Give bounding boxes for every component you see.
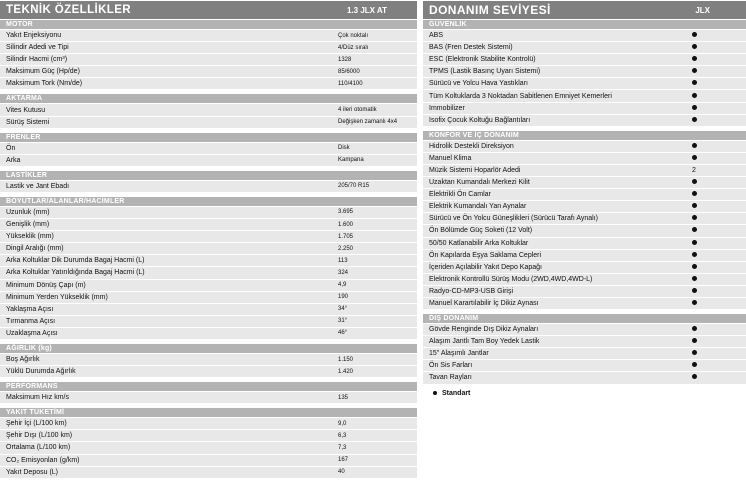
standard-bullet-icon xyxy=(687,338,701,345)
section-title: AĞIRLIK (kg) xyxy=(0,344,417,353)
section-title: LASTİKLER xyxy=(0,171,417,180)
spec-section xyxy=(0,197,417,339)
technical-specs-sections xyxy=(0,20,417,478)
standard-bullet-icon xyxy=(687,252,701,259)
bullet-dot xyxy=(692,80,697,85)
bullet-dot xyxy=(692,203,697,208)
spec-row xyxy=(423,371,746,383)
section-title: AKTARMA xyxy=(0,94,417,103)
spec-row xyxy=(423,359,746,371)
spec-row xyxy=(423,164,746,176)
bullet-dot xyxy=(692,93,697,98)
spec-value: 34° xyxy=(338,306,348,313)
spec-row xyxy=(0,266,417,278)
standard-bullet-icon xyxy=(687,374,701,381)
standard-bullet-icon xyxy=(687,80,701,87)
spec-value: 3.695 xyxy=(338,209,354,216)
spec-value: 1.600 xyxy=(338,221,354,228)
spec-label: Hidrolik Destekli Direksiyon xyxy=(429,142,514,150)
standard-bullet-icon xyxy=(687,227,701,234)
bullet-dot xyxy=(692,338,697,343)
spec-row xyxy=(0,291,417,303)
section-title: KONFOR VE İÇ DONANIM xyxy=(423,131,746,140)
spec-value: 324 xyxy=(338,269,349,276)
spec-label: Genişlik (mm) xyxy=(6,221,50,229)
technical-specs-variant: 1.3 JLX AT xyxy=(346,5,387,15)
spec-label: Maksimum Güç (Hp/de) xyxy=(6,68,80,76)
spec-label: Immobilizer xyxy=(429,104,465,112)
spec-row xyxy=(0,303,417,315)
standard-bullet-icon xyxy=(687,276,701,283)
technical-specs-header xyxy=(0,1,417,19)
spec-row xyxy=(0,242,417,254)
spec-section xyxy=(423,131,746,309)
section-title: GÜVENLİK xyxy=(423,20,746,29)
standard-bullet-icon xyxy=(687,44,701,51)
spec-label: Radyo-CD-MP3-USB Girişi xyxy=(429,287,514,295)
bullet-dot xyxy=(692,32,697,37)
spec-label: Ön xyxy=(6,144,16,152)
standard-bullet-icon xyxy=(687,143,701,150)
standard-bullet-icon xyxy=(687,240,701,247)
spec-row xyxy=(0,353,417,365)
spec-row xyxy=(0,53,417,65)
spec-section xyxy=(0,408,417,477)
standard-bullet-icon xyxy=(687,117,701,124)
bullet-dot xyxy=(692,56,697,61)
spec-row xyxy=(423,114,746,126)
spec-row xyxy=(0,466,417,478)
spec-label: Sürücü ve Ön Yolcu Güneşlikleri (Sürücü Tarafı Aynalı) xyxy=(429,215,598,223)
equipment-level-sections xyxy=(423,20,746,384)
spec-row xyxy=(0,154,417,166)
spec-row xyxy=(423,335,746,347)
spec-label: Elektrikli Ön Camlar xyxy=(429,191,491,199)
equipment-level-title: DONANIM SEVİYESİ xyxy=(429,3,551,17)
standard-bullet-icon xyxy=(687,32,701,39)
spec-row xyxy=(423,261,746,273)
spec-value: 1.150 xyxy=(338,356,354,363)
spec-row xyxy=(0,254,417,266)
standard-bullet-icon xyxy=(687,191,701,198)
spec-value: 2.250 xyxy=(338,245,354,252)
spec-value: 7,3 xyxy=(338,444,347,451)
bullet-dot xyxy=(692,362,697,367)
spec-label: Vites Kutusu xyxy=(6,106,46,114)
standard-bullet-icon xyxy=(687,288,701,295)
spec-value: 31° xyxy=(338,318,348,325)
spec-row xyxy=(423,285,746,297)
bullet-dot xyxy=(692,227,697,232)
spec-row xyxy=(423,188,746,200)
bullet-dot xyxy=(692,374,697,379)
spec-label: Maksimum Tork (Nm/de) xyxy=(6,80,83,88)
technical-specs-title: TEKNİK ÖZELLİKLER xyxy=(6,4,131,16)
standard-bullet-icon xyxy=(687,155,701,162)
spec-label: Silindir Adedi ve Tipi xyxy=(6,44,69,52)
spec-value: 4,9 xyxy=(338,282,347,289)
bullet-dot xyxy=(692,276,697,281)
spec-row xyxy=(423,65,746,77)
spec-section xyxy=(423,20,746,126)
spec-row xyxy=(423,176,746,188)
spec-section xyxy=(423,314,746,383)
spec-label: Yakıt Deposu (L) xyxy=(6,468,59,476)
spec-label: Isofix Çocuk Koltuğu Bağlantıları xyxy=(429,116,531,124)
spec-label: Manuel Karartılabilir İç Dikiz Aynası xyxy=(429,300,539,308)
spec-row xyxy=(0,103,417,115)
spec-label: CO₂ Emisyonları (g/km) xyxy=(6,456,80,464)
spec-label: ESC (Elektronik Stabilite Kontrolü) xyxy=(429,56,536,64)
spec-row xyxy=(423,152,746,164)
spec-label: Ön Kapılarda Eşya Saklama Cepleri xyxy=(429,251,542,259)
spec-row xyxy=(423,249,746,261)
spec-value: Çok noktalı xyxy=(338,32,369,39)
spec-label: Arka Koltuklar Dik Durumda Bagaj Hacmi (L) xyxy=(6,257,145,265)
standard-bullet-icon xyxy=(687,215,701,222)
section-title: BOYUTLAR/ALANLAR/HACİMLER xyxy=(0,197,417,206)
spec-value: 2 xyxy=(692,166,696,174)
spec-label: Silindir Hacmi (cm³) xyxy=(6,56,68,64)
spec-row xyxy=(423,347,746,359)
spec-row xyxy=(423,102,746,114)
spec-label: 50/50 Katlanabilir Arka Koltuklar xyxy=(429,239,529,247)
spec-section xyxy=(0,344,417,377)
spec-label: Müzik Sistemi Hoparlör Adedi xyxy=(429,166,521,174)
spec-row xyxy=(0,327,417,339)
spec-label: Tırmanma Açısı xyxy=(6,317,56,325)
spec-row xyxy=(423,53,746,65)
spec-row xyxy=(0,391,417,403)
spec-row xyxy=(0,41,417,53)
spec-label: Ön Sis Farları xyxy=(429,362,473,370)
standard-bullet-icon xyxy=(433,391,437,395)
spec-label: Ön Bölümde Güç Soketi (12 Volt) xyxy=(429,227,533,235)
spec-label: Sürüş Sistemi xyxy=(6,118,50,126)
spec-row xyxy=(0,116,417,128)
spec-value: 1.705 xyxy=(338,233,354,240)
bullet-dot xyxy=(692,68,697,73)
spec-row xyxy=(423,212,746,224)
spec-row xyxy=(0,429,417,441)
section-title: DIŞ DONANIM xyxy=(423,314,746,323)
spec-label: Dingil Aralığı (mm) xyxy=(6,245,64,253)
spec-label: Minimum Yerden Yükseklik (mm) xyxy=(6,293,108,301)
spec-row xyxy=(423,273,746,285)
equipment-level-header xyxy=(423,1,746,19)
spec-row xyxy=(0,230,417,242)
bullet-dot xyxy=(692,179,697,184)
spec-row xyxy=(0,454,417,466)
spec-row xyxy=(423,140,746,152)
spec-label: 15" Alaşımlı Jantlar xyxy=(429,350,489,358)
spec-label: Elektronik Kontrollü Sürüş Modu (2WD,4WD,4WD-L) xyxy=(429,275,593,283)
spec-value: 1.420 xyxy=(338,368,354,375)
spec-row xyxy=(0,77,417,89)
spec-label: Tavan Rayları xyxy=(429,374,472,382)
spec-value: Kampana xyxy=(338,157,364,164)
spec-value: Disk xyxy=(338,145,350,152)
spec-label: Gövde Renginde Dış Dikiz Aynaları xyxy=(429,326,539,334)
spec-row xyxy=(0,65,417,77)
spec-label: ABS xyxy=(429,32,444,40)
bullet-dot xyxy=(692,350,697,355)
standard-bullet-icon xyxy=(687,300,701,307)
spec-label: Maksimum Hız km/s xyxy=(6,394,69,402)
spec-value: 40 xyxy=(338,469,345,476)
spec-row xyxy=(0,441,417,453)
section-title: MOTOR xyxy=(0,20,417,29)
bullet-dot xyxy=(692,143,697,148)
spec-row xyxy=(423,200,746,212)
spec-label: Yaklaşma Açısı xyxy=(6,305,54,313)
spec-section xyxy=(0,94,417,127)
spec-row xyxy=(423,29,746,41)
spec-label: İçeriden Açılabilir Yakıt Depo Kapağı xyxy=(429,263,542,271)
spec-value: 1328 xyxy=(338,56,352,63)
spec-value: Değişken zamanlı 4x4 xyxy=(338,119,398,126)
bullet-dot xyxy=(692,215,697,220)
spec-label: Uzunluk (mm) xyxy=(6,208,50,216)
spec-row xyxy=(0,206,417,218)
equipment-level-variant: JLX xyxy=(695,5,710,15)
spec-label: Sürücü ve Yolcu Hava Yastıkları xyxy=(429,80,528,88)
spec-label: Tüm Koltuklarda 3 Noktadan Sabitlenen Emniyet Kemerleri xyxy=(429,92,612,100)
bullet-dot xyxy=(692,288,697,293)
spec-label: TPMS (Lastik Basınç Uyarı Sistemi) xyxy=(429,68,541,76)
spec-value: 110/4100 xyxy=(338,80,363,87)
spec-row xyxy=(0,180,417,192)
spec-label: Uzaklaşma Açısı xyxy=(6,329,58,337)
spec-value: 4/Düz sıralı xyxy=(338,44,369,51)
spec-label: Lastik ve Jant Ebadı xyxy=(6,182,70,190)
spec-row xyxy=(0,142,417,154)
spec-label: Minimum Dönüş Çapı (m) xyxy=(6,281,86,289)
legend xyxy=(423,390,746,397)
spec-value: 205/70 R15 xyxy=(338,183,370,190)
spec-label: Şehir Dışı (L/100 km) xyxy=(6,432,73,440)
bullet-dot xyxy=(692,264,697,269)
standard-bullet-icon xyxy=(687,105,701,112)
spec-label: Arka xyxy=(6,156,21,164)
spec-label: Boş Ağırlık xyxy=(6,356,40,364)
spec-label: BAS (Fren Destek Sistemi) xyxy=(429,44,513,52)
standard-bullet-icon xyxy=(687,350,701,357)
spec-label: Ortalama (L/100 km) xyxy=(6,444,71,452)
bullet-dot xyxy=(692,300,697,305)
spec-row xyxy=(0,417,417,429)
standard-bullet-icon xyxy=(687,264,701,271)
bullet-dot xyxy=(692,117,697,122)
section-title: YAKIT TÜKETİMİ xyxy=(0,408,417,417)
spec-label: Arka Koltuklar Yatırıldığında Bagaj Hacmi (L) xyxy=(6,269,145,277)
spec-label: Yakıt Enjeksiyonu xyxy=(6,32,62,40)
bullet-dot xyxy=(692,44,697,49)
section-title: PERFORMANS xyxy=(0,382,417,391)
standard-bullet-icon xyxy=(687,179,701,186)
spec-label: Elektrik Kumandalı Yan Aynalar xyxy=(429,203,527,211)
spec-label: Yükseklik (mm) xyxy=(6,233,54,241)
legend-label: Standart xyxy=(442,389,471,397)
spec-row xyxy=(423,323,746,335)
spec-label: Şehir İçi (L/100 km) xyxy=(6,420,67,428)
spec-row xyxy=(0,279,417,291)
spec-section xyxy=(0,382,417,403)
spec-label: Uzaktan Kumandalı Merkezi Kilit xyxy=(429,179,530,187)
spec-row xyxy=(423,41,746,53)
standard-bullet-icon xyxy=(687,56,701,63)
standard-bullet-icon xyxy=(687,93,701,100)
bullet-dot xyxy=(692,105,697,110)
spec-row xyxy=(423,297,746,309)
standard-bullet-icon xyxy=(687,68,701,75)
spec-row xyxy=(423,237,746,249)
spec-label: Manuel Klima xyxy=(429,154,472,162)
bullet-dot xyxy=(692,240,697,245)
spec-value: 190 xyxy=(338,294,349,301)
spec-row xyxy=(423,77,746,89)
spec-row xyxy=(423,224,746,236)
standard-bullet-icon xyxy=(687,326,701,333)
spec-row xyxy=(0,315,417,327)
bullet-dot xyxy=(692,155,697,160)
spec-row xyxy=(0,29,417,41)
spec-value: 4 ileri otomatik xyxy=(338,107,377,114)
spec-row xyxy=(0,365,417,377)
spec-label: Alaşım Jantlı Tam Boy Yedek Lastik xyxy=(429,338,540,346)
spec-value: 6,3 xyxy=(338,432,347,439)
spec-row xyxy=(423,89,746,101)
spec-section xyxy=(0,20,417,89)
spec-section xyxy=(0,171,417,192)
bullet-dot xyxy=(692,191,697,196)
spec-section xyxy=(0,133,417,166)
bullet-dot xyxy=(692,252,697,257)
spec-value: 85/6000 xyxy=(338,68,360,75)
standard-bullet-icon xyxy=(687,362,701,369)
spec-value: 113 xyxy=(338,257,348,264)
section-title: FRENLER xyxy=(0,133,417,142)
spec-row xyxy=(0,218,417,230)
spec-value: 167 xyxy=(338,457,349,464)
standard-bullet-icon xyxy=(687,203,701,210)
spec-value: 135 xyxy=(338,394,349,401)
bullet-dot xyxy=(692,326,697,331)
spec-value: 46° xyxy=(338,330,348,337)
equipment-level-column xyxy=(423,0,746,397)
spec-value: 9,0 xyxy=(338,420,347,427)
spec-label: Yüklü Durumda Ağırlık xyxy=(6,368,76,376)
